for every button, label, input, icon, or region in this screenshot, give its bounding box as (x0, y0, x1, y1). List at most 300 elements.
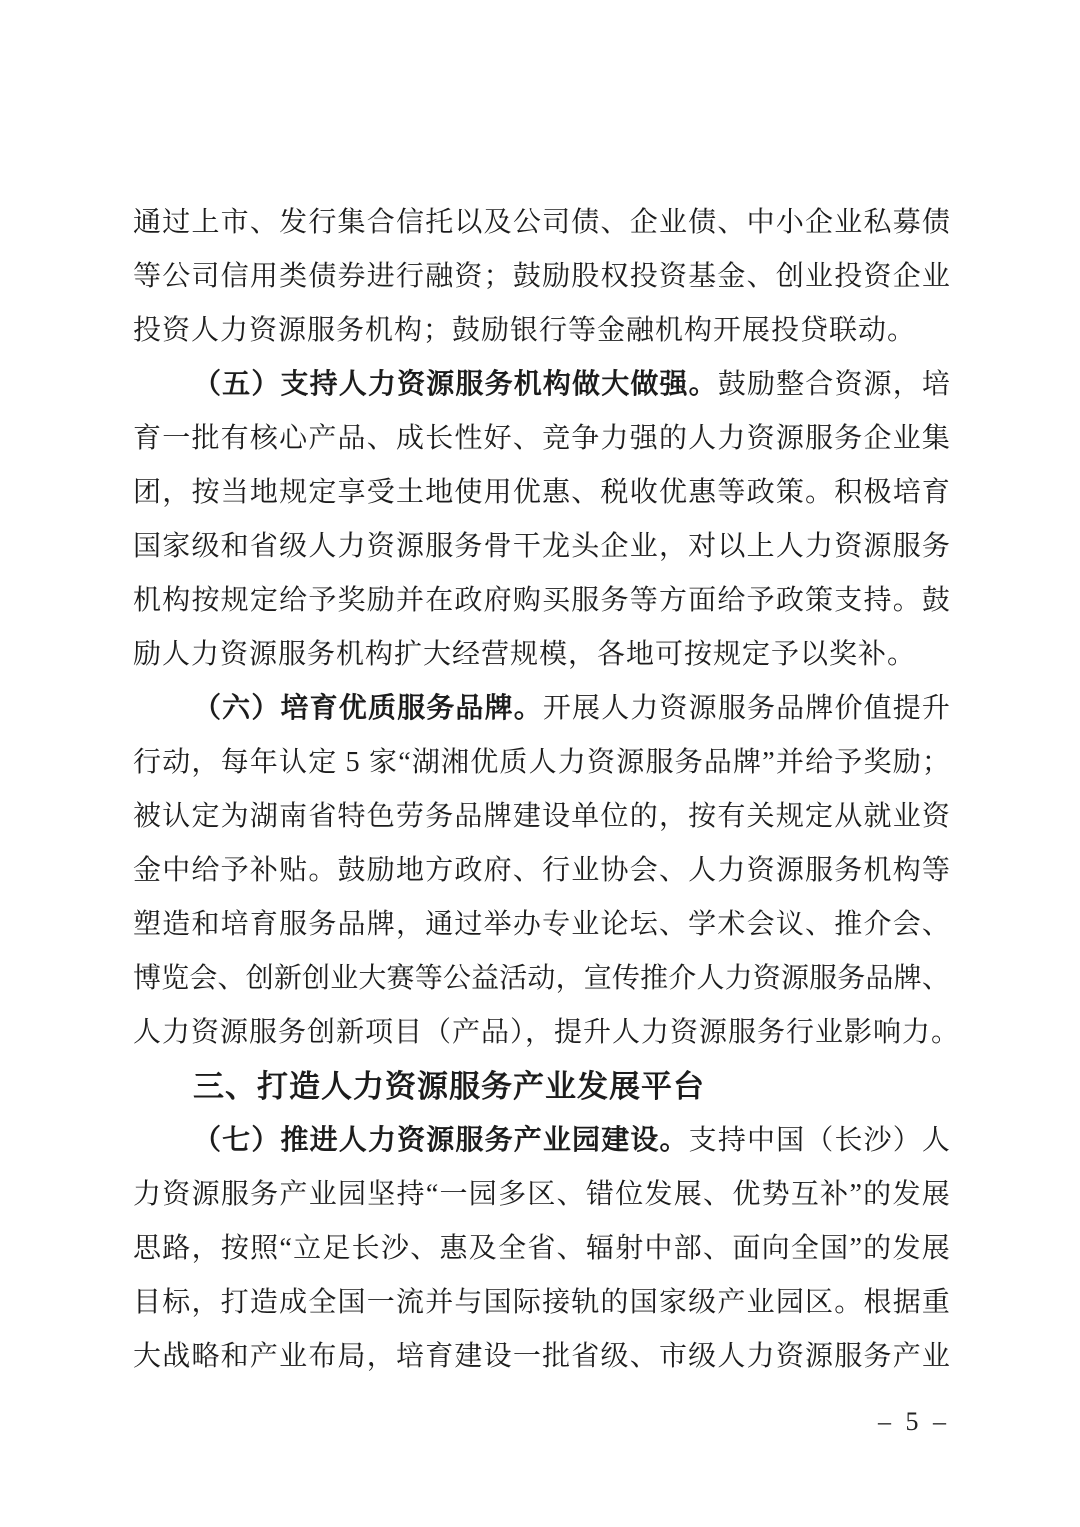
glyph: 专 (542, 909, 571, 940)
glyph: 赛 (386, 963, 415, 994)
glyph: 好 (483, 423, 512, 454)
glyph: 业 (921, 261, 950, 292)
text-segment: 三、打造人力资源服务产业发展平台 (193, 1069, 705, 1104)
glyph: 债 (921, 207, 950, 238)
glyph: 心 (279, 423, 308, 454)
glyph: 标 (162, 1287, 191, 1318)
glyph: 全 (790, 1233, 819, 1264)
glyph: 、 (410, 1233, 439, 1264)
glyph: ， (162, 477, 191, 508)
glyph: 湖 (249, 801, 278, 832)
glyph: 坚 (367, 1179, 396, 1210)
glyph: 极 (863, 477, 892, 508)
glyph: 牌 (733, 747, 762, 778)
glyph: 省 (571, 1341, 600, 1372)
glyph: 议 (775, 909, 804, 940)
glyph: 多 (498, 1179, 527, 1210)
glyph: 品 (776, 693, 805, 724)
glyph: 机 (863, 855, 892, 886)
glyph: 沙 (863, 1125, 892, 1156)
glyph: 育 (921, 477, 950, 508)
glyph: 展 (673, 1179, 702, 1210)
glyph: ， (892, 369, 921, 400)
glyph: 、 (703, 1179, 732, 1210)
glyph: 培 (280, 693, 309, 724)
glyph: 龙 (542, 531, 571, 562)
glyph: 览 (161, 963, 190, 994)
glyph: 批 (542, 1341, 571, 1372)
glyph: 的 (863, 1179, 892, 1210)
glyph: 流 (395, 1287, 424, 1318)
glyph: 、 (556, 1179, 585, 1210)
glyph: 优 (658, 477, 687, 508)
glyph: 服 (455, 1125, 484, 1156)
glyph: 务 (454, 531, 483, 562)
glyph: 。 (834, 1287, 863, 1318)
glyph: 鼓 (717, 369, 746, 400)
glyph: 国 (820, 1233, 849, 1264)
glyph: 级 (600, 1341, 629, 1372)
glyph: 国 (483, 1287, 512, 1318)
glyph: 、 (217, 963, 246, 994)
glyph: 通 (425, 909, 454, 940)
glyph: 务 (484, 1125, 513, 1156)
glyph: 力 (746, 1341, 775, 1372)
glyph: 源 (395, 531, 424, 562)
glyph: 、 (921, 909, 950, 940)
glyph: 策 (805, 585, 834, 616)
glyph: 国 (133, 531, 162, 562)
glyph: 当 (220, 477, 249, 508)
glyph: 博 (133, 963, 162, 994)
glyph: 予 (746, 585, 775, 616)
glyph: 策 (775, 477, 804, 508)
glyph: 据 (892, 1287, 921, 1318)
glyph: 设 (542, 801, 571, 832)
glyph: 业 (921, 1341, 950, 1372)
glyph: 资 (162, 1179, 191, 1210)
glyph: 展 (921, 1233, 950, 1264)
glyph: 质 (499, 747, 528, 778)
glyph: 司 (542, 207, 571, 238)
text-line (133, 520, 950, 574)
glyph: 资 (587, 747, 616, 778)
glyph: 鼓 (337, 855, 366, 886)
glyph: 并 (395, 585, 424, 616)
glyph: 业 (308, 1179, 337, 1210)
glyph: 发 (892, 1233, 921, 1264)
glyph: （ (193, 1125, 222, 1156)
glyph: 机 (513, 369, 542, 400)
glyph: 湖 (411, 747, 440, 778)
glyph: 司 (191, 261, 220, 292)
text-line (133, 1276, 950, 1330)
glyph: 募 (892, 207, 921, 238)
glyph: 推 (280, 1125, 309, 1156)
glyph: 服 (397, 693, 426, 724)
glyph: 产 (249, 1341, 278, 1372)
glyph: 源 (780, 963, 809, 994)
glyph: 资 (397, 1125, 426, 1156)
glyph: 。 (688, 369, 717, 400)
text-line (133, 952, 950, 1006)
glyph: 补 (249, 855, 278, 886)
glyph: 省 (527, 1233, 556, 1264)
glyph: 根 (863, 1287, 892, 1318)
glyph: 人 (688, 423, 717, 454)
glyph: 企 (863, 423, 892, 454)
glyph: 级 (688, 1341, 717, 1372)
glyph: 布 (308, 1341, 337, 1372)
glyph: 品 (703, 747, 732, 778)
glyph: 中 (644, 1233, 673, 1264)
glyph: 思 (133, 1233, 162, 1264)
glyph: 服 (279, 909, 308, 940)
glyph: ） (251, 369, 280, 400)
glyph: 地 (425, 477, 454, 508)
glyph: “ (425, 1179, 439, 1210)
glyph: 力 (717, 423, 746, 454)
glyph: 务 (425, 801, 454, 832)
glyph: 使 (454, 477, 483, 508)
glyph: 地 (395, 855, 424, 886)
text-line (133, 1222, 950, 1276)
glyph: 享 (337, 477, 366, 508)
glyph: 集 (337, 207, 366, 238)
glyph: 辐 (585, 1233, 614, 1264)
glyph: 过 (454, 909, 483, 940)
glyph: 。 (308, 855, 337, 886)
glyph: 源 (426, 1125, 455, 1156)
glyph: 等 (717, 477, 746, 508)
glyph: 宣 (583, 963, 612, 994)
glyph: 服 (809, 963, 838, 994)
glyph: 资 (746, 855, 775, 886)
glyph: 值 (863, 693, 892, 724)
glyph: 政 (775, 585, 804, 616)
glyph: 购 (512, 585, 541, 616)
glyph: 一 (512, 1341, 541, 1372)
glyph: 。 (513, 693, 542, 724)
glyph: 优 (732, 1179, 761, 1210)
glyph: 源 (775, 855, 804, 886)
glyph: 金 (133, 855, 162, 886)
glyph: 持 (396, 1179, 425, 1210)
glyph: 展 (921, 1179, 950, 1210)
glyph: 南 (279, 801, 308, 832)
glyph: 价 (834, 693, 863, 724)
glyph: 、 (571, 477, 600, 508)
glyph: 源 (426, 369, 455, 400)
glyph (337, 736, 344, 790)
glyph: 战 (162, 1341, 191, 1372)
glyph: 从 (834, 801, 863, 832)
glyph: 建 (454, 1341, 483, 1372)
glyph: 按 (220, 1233, 249, 1264)
text-line (133, 1330, 950, 1384)
glyph: 等 (414, 963, 443, 994)
glyph: 规 (279, 477, 308, 508)
glyph: 设 (483, 1341, 512, 1372)
glyph: 力 (630, 693, 659, 724)
glyph: 、 (805, 909, 834, 940)
glyph: 大 (601, 369, 630, 400)
glyph: 六 (222, 693, 251, 724)
glyph: 人 (308, 531, 337, 562)
glyph: 骨 (483, 531, 512, 562)
glyph: 足 (322, 1233, 351, 1264)
glyph: 业 (892, 423, 921, 454)
glyph: 育 (309, 693, 338, 724)
glyph: 五 (222, 369, 251, 400)
text-line (133, 844, 950, 898)
glyph: 。 (892, 585, 921, 616)
glyph: 位 (615, 1179, 644, 1210)
glyph: 务 (834, 423, 863, 454)
glyph: 传 (611, 963, 640, 994)
glyph: 动 (527, 963, 556, 994)
glyph: 励 (366, 585, 395, 616)
glyph: 支 (688, 1125, 717, 1156)
glyph: “ (279, 1233, 292, 1264)
glyph: 励 (746, 369, 775, 400)
glyph: ， (555, 963, 584, 994)
glyph: 牌 (366, 909, 395, 940)
glyph: 被 (133, 801, 162, 832)
glyph: 用 (249, 261, 278, 292)
glyph: 优 (470, 747, 499, 778)
glyph: 、 (658, 909, 687, 940)
glyph: 园 (337, 1179, 366, 1210)
glyph: 强 (629, 423, 658, 454)
glyph: 竞 (542, 423, 571, 454)
glyph: 源 (775, 423, 804, 454)
glyph: 力 (133, 1179, 162, 1210)
glyph: 设 (630, 1125, 659, 1156)
glyph: 构 (892, 855, 921, 886)
glyph: 务 (250, 1179, 279, 1210)
glyph: 中 (746, 1125, 775, 1156)
glyph: 办 (512, 909, 541, 940)
glyph: 力 (724, 963, 753, 994)
text-line (133, 1006, 961, 1060)
glyph: 长 (834, 1125, 863, 1156)
glyph: 立 (293, 1233, 322, 1264)
glyph: 色 (366, 801, 395, 832)
glyph: 资 (834, 531, 863, 562)
glyph: 造 (249, 1287, 278, 1318)
glyph: 地 (249, 477, 278, 508)
glyph: 做 (572, 369, 601, 400)
glyph: 股 (571, 261, 600, 292)
glyph: 轨 (571, 1287, 600, 1318)
glyph: 过 (162, 207, 191, 238)
glyph: 会 (189, 963, 218, 994)
glyph: 方 (658, 585, 687, 616)
glyph: 务 (837, 963, 866, 994)
glyph: 创 (245, 963, 274, 994)
glyph: 及 (468, 1233, 497, 1264)
glyph: 业 (658, 207, 687, 238)
glyph: 定 (249, 585, 278, 616)
glyph: 给 (191, 855, 220, 886)
glyph: 和 (191, 909, 220, 940)
glyph: “ (398, 747, 411, 778)
text-line (133, 898, 950, 952)
glyph: 互 (790, 1179, 819, 1210)
glyph: 力 (367, 369, 396, 400)
glyph: 公 (512, 207, 541, 238)
glyph: 人 (338, 1125, 367, 1156)
glyph: 论 (600, 909, 629, 940)
glyph: 育 (249, 909, 278, 940)
glyph: 国 (337, 1287, 366, 1318)
glyph: 以 (717, 531, 746, 562)
glyph: 服 (455, 369, 484, 400)
glyph: 业 (279, 1341, 308, 1372)
glyph: 服 (834, 1341, 863, 1372)
glyph: 励 (892, 747, 921, 778)
glyph: 源 (688, 693, 717, 724)
glyph: 一 (366, 1287, 395, 1318)
glyph: 力 (337, 531, 366, 562)
glyph: 单 (571, 801, 600, 832)
glyph: 向 (761, 1233, 790, 1264)
glyph: ， (658, 801, 687, 832)
glyph: 塑 (133, 909, 162, 940)
glyph: 资 (746, 423, 775, 454)
glyph: 业 (629, 531, 658, 562)
glyph: 产 (308, 423, 337, 454)
glyph: 长 (351, 1233, 380, 1264)
glyph: ， (191, 1287, 220, 1318)
glyph: 信 (220, 261, 249, 292)
glyph: 会 (629, 855, 658, 886)
glyph: 进 (366, 261, 395, 292)
glyph: 务 (746, 693, 775, 724)
glyph: 买 (542, 585, 571, 616)
glyph: 受 (366, 477, 395, 508)
glyph: 服 (805, 855, 834, 886)
glyph: 区 (527, 1179, 556, 1210)
glyph: 府 (483, 855, 512, 886)
glyph: 业 (892, 801, 921, 832)
glyph: 务 (600, 585, 629, 616)
glyph: 企 (805, 207, 834, 238)
glyph: 进 (309, 1125, 338, 1156)
glyph: 、 (921, 963, 950, 994)
glyph: 上 (746, 531, 775, 562)
glyph: 并 (425, 1287, 454, 1318)
glyph: 培 (892, 477, 921, 508)
glyph: 推 (640, 963, 669, 994)
glyph: 、 (658, 855, 687, 886)
glyph: 信 (395, 207, 424, 238)
glyph: 投 (629, 261, 658, 292)
glyph: 家 (368, 747, 397, 778)
glyph: 局 (337, 1341, 366, 1372)
glyph: 资 (397, 369, 426, 400)
glyph: 合 (366, 207, 395, 238)
glyph: 资 (775, 1341, 804, 1372)
glyph: 开 (542, 693, 571, 724)
glyph: （ (193, 369, 222, 400)
glyph: 企 (629, 207, 658, 238)
glyph: 的 (863, 1233, 892, 1264)
glyph: 给 (279, 585, 308, 616)
glyph: 动 (162, 747, 191, 778)
glyph: 的 (658, 423, 687, 454)
glyph: 湘 (441, 747, 470, 778)
glyph: 托 (425, 207, 454, 238)
glyph: 牌 (805, 693, 834, 724)
glyph: 基 (688, 261, 717, 292)
glyph: 务 (921, 531, 950, 562)
glyph: 行 (133, 747, 162, 778)
glyph: 行 (395, 261, 424, 292)
glyph: 学 (688, 909, 717, 940)
glyph: 等 (629, 585, 658, 616)
glyph: 融 (425, 261, 454, 292)
glyph: 位 (600, 801, 629, 832)
glyph: 政 (746, 477, 775, 508)
text-segment: 人力资源服务创新项目（产品），提升人力资源服务行业影响力。 (133, 1017, 961, 1048)
glyph: 重 (921, 1287, 950, 1318)
text-line (133, 196, 950, 250)
glyph: 务 (863, 1341, 892, 1372)
glyph: 贴 (279, 855, 308, 886)
glyph: 推 (834, 909, 863, 940)
glyph: 政 (454, 585, 483, 616)
glyph: 、 (512, 423, 541, 454)
glyph: 、 (249, 207, 278, 238)
glyph: 培 (220, 909, 249, 940)
glyph: 产 (892, 1341, 921, 1372)
glyph: 、 (629, 1341, 658, 1372)
glyph: ； (921, 747, 950, 778)
glyph: ” (849, 1233, 862, 1264)
glyph: 资 (366, 531, 395, 562)
glyph: 行 (308, 207, 337, 238)
glyph: 金 (717, 261, 746, 292)
glyph: 业 (571, 909, 600, 940)
text-line (133, 466, 950, 520)
text-line (133, 304, 950, 358)
glyph: 力 (557, 747, 586, 778)
glyph: 构 (542, 369, 571, 400)
glyph: 展 (572, 693, 601, 724)
glyph: 团 (133, 477, 162, 508)
glyph: 提 (892, 693, 921, 724)
glyph: 人 (921, 1125, 950, 1156)
glyph: 省 (308, 801, 337, 832)
glyph: 一 (162, 423, 191, 454)
glyph: 对 (688, 531, 717, 562)
glyph: 创 (775, 261, 804, 292)
glyph: 牌 (893, 963, 922, 994)
glyph: 业 (571, 855, 600, 886)
glyph: 补 (820, 1179, 849, 1210)
glyph: 人 (601, 693, 630, 724)
text-line (133, 790, 950, 844)
glyph: 头 (571, 531, 600, 562)
glyph: 类 (279, 261, 308, 292)
glyph: 介 (668, 963, 697, 994)
glyph: 产 (717, 1287, 746, 1318)
glyph: 业 (542, 1125, 571, 1156)
glyph: 建 (601, 1125, 630, 1156)
glyph: 企 (600, 531, 629, 562)
